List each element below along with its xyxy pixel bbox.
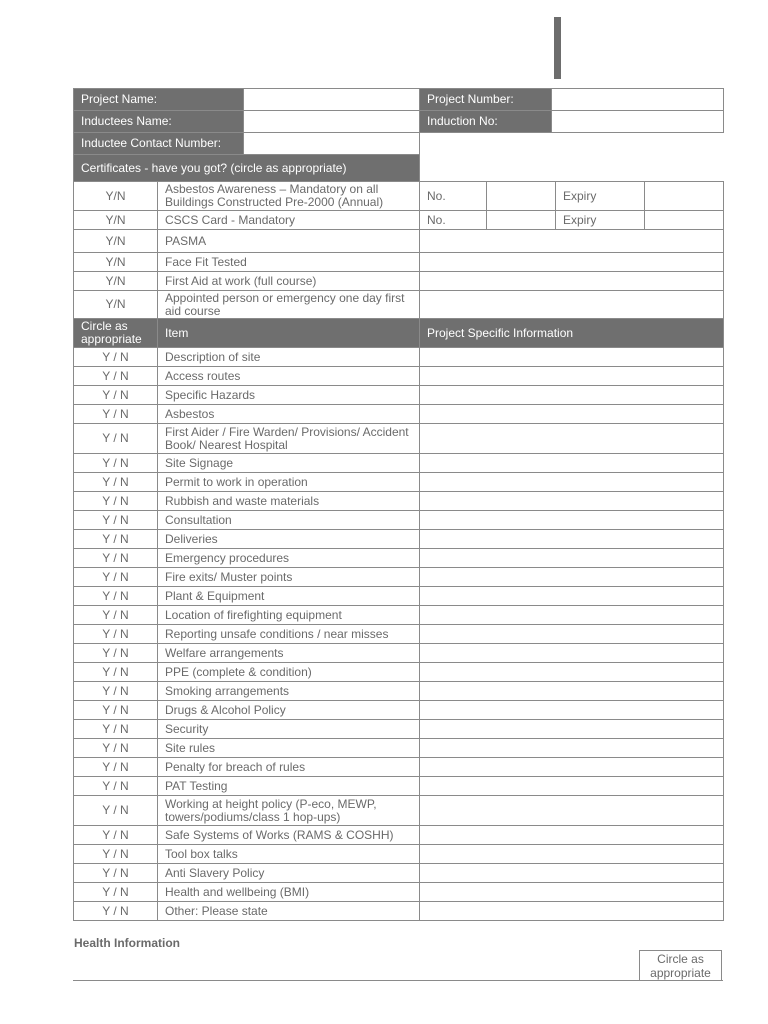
certificate-info-field[interactable] — [420, 253, 724, 272]
table-row — [74, 348, 724, 367]
item-info-field[interactable] — [420, 701, 724, 720]
circle-header: Circle as appropriate — [74, 319, 158, 348]
table-row — [74, 230, 724, 253]
item-yn[interactable]: Y / N — [74, 864, 158, 883]
item-yn[interactable]: Y / N — [74, 682, 158, 701]
item-yn[interactable]: Y / N — [74, 826, 158, 845]
table-row — [74, 739, 724, 758]
item-info-field[interactable] — [420, 549, 724, 568]
certificate-name: Face Fit Tested — [158, 253, 420, 272]
project-name-label: Project Name: — [74, 89, 244, 111]
table-row — [74, 405, 724, 424]
item-name: Description of site — [158, 348, 420, 367]
inductees-name-field[interactable] — [244, 111, 420, 133]
logo-bar — [554, 17, 561, 79]
item-name: Fire exits/ Muster points — [158, 568, 420, 587]
table-row — [74, 883, 724, 902]
item-yn[interactable]: Y / N — [74, 644, 158, 663]
item-yn[interactable]: Y / N — [74, 530, 158, 549]
item-yn[interactable]: Y / N — [74, 473, 158, 492]
certificate-no-label: No. — [420, 182, 487, 211]
item-yn[interactable]: Y / N — [74, 739, 158, 758]
table-row — [74, 272, 724, 291]
item-name: Health and wellbeing (BMI) — [158, 883, 420, 902]
item-yn[interactable]: Y / N — [74, 367, 158, 386]
certificate-no-field[interactable] — [487, 182, 556, 211]
item-info-field[interactable] — [420, 530, 724, 549]
item-name: Location of firefighting equipment — [158, 606, 420, 625]
item-yn[interactable]: Y / N — [74, 663, 158, 682]
item-header: Item — [158, 319, 420, 348]
item-name: Rubbish and waste materials — [158, 492, 420, 511]
table-row — [74, 473, 724, 492]
item-yn[interactable]: Y / N — [74, 568, 158, 587]
item-name: Security — [158, 720, 420, 739]
table-row — [74, 367, 724, 386]
item-yn[interactable]: Y / N — [74, 386, 158, 405]
item-name: Smoking arrangements — [158, 682, 420, 701]
item-name: PPE (complete & condition) — [158, 663, 420, 682]
item-info-field[interactable] — [420, 845, 724, 864]
table-row — [74, 133, 724, 155]
inductees-name-label: Inductees Name: — [74, 111, 244, 133]
item-yn[interactable]: Y / N — [74, 454, 158, 473]
certificate-yn[interactable]: Y/N — [74, 211, 158, 230]
item-name: Specific Hazards — [158, 386, 420, 405]
certificate-name: Asbestos Awareness – Mandatory on all Buildings Constructed Pre-2000 (Annual) — [158, 182, 420, 211]
item-info-field[interactable] — [420, 511, 724, 530]
item-yn[interactable]: Y / N — [74, 701, 158, 720]
circle-as-appropriate-box: Circle as appropriate — [639, 950, 722, 981]
table-row — [74, 253, 724, 272]
table-row — [74, 902, 724, 921]
table-row — [74, 211, 724, 230]
certificate-name: CSCS Card - Mandatory — [158, 211, 420, 230]
certificate-info-field[interactable] — [420, 291, 724, 319]
table-row — [74, 511, 724, 530]
table-row — [74, 454, 724, 473]
project-details-table — [73, 88, 724, 182]
item-yn[interactable]: Y / N — [74, 902, 158, 921]
health-information-title: Health Information — [74, 936, 181, 950]
table-row — [74, 777, 724, 796]
certificate-yn[interactable]: Y/N — [74, 253, 158, 272]
item-name: Drugs & Alcohol Policy — [158, 701, 420, 720]
item-info-field[interactable] — [420, 663, 724, 682]
item-info-field[interactable] — [420, 492, 724, 511]
item-info-field[interactable] — [420, 902, 724, 921]
item-info-field[interactable] — [420, 348, 724, 367]
certificates-table — [73, 181, 724, 319]
certificate-info-field[interactable] — [420, 272, 724, 291]
item-name: Emergency procedures — [158, 549, 420, 568]
contact-number-label: Inductee Contact Number: — [74, 133, 244, 155]
item-yn[interactable]: Y / N — [74, 587, 158, 606]
item-info-field[interactable] — [420, 473, 724, 492]
item-name: Asbestos — [158, 405, 420, 424]
table-row — [74, 663, 724, 682]
item-info-field[interactable] — [420, 720, 724, 739]
table-row — [74, 758, 724, 777]
certificate-expiry-field[interactable] — [645, 211, 724, 230]
item-name: Other: Please state — [158, 902, 420, 921]
item-name: Anti Slavery Policy — [158, 864, 420, 883]
certificate-name: PASMA — [158, 230, 420, 253]
certificate-yn[interactable]: Y/N — [74, 272, 158, 291]
item-info-field[interactable] — [420, 587, 724, 606]
item-info-field[interactable] — [420, 864, 724, 883]
certificate-yn[interactable]: Y/N — [74, 182, 158, 211]
item-yn[interactable]: Y / N — [74, 777, 158, 796]
table-row — [74, 606, 724, 625]
item-yn[interactable]: Y / N — [74, 549, 158, 568]
item-info-field[interactable] — [420, 367, 724, 386]
table-row — [74, 701, 724, 720]
item-yn[interactable]: Y / N — [74, 606, 158, 625]
table-row — [74, 424, 724, 454]
project-number-field[interactable] — [552, 89, 724, 111]
certificates-label: Certificates - have you got? (circle as appropriate) — [74, 155, 420, 182]
item-yn[interactable]: Y / N — [74, 845, 158, 864]
certificate-expiry-label: Expiry — [556, 211, 645, 230]
table-row — [74, 864, 724, 883]
item-name: Deliveries — [158, 530, 420, 549]
table-row — [74, 492, 724, 511]
contact-number-field[interactable] — [244, 133, 420, 155]
certificate-name: Appointed person or emergency one day first aid course — [158, 291, 420, 319]
table-row — [74, 625, 724, 644]
table-row — [74, 386, 724, 405]
item-info-field[interactable] — [420, 758, 724, 777]
item-name: PAT Testing — [158, 777, 420, 796]
table-row — [74, 845, 724, 864]
item-info-field[interactable] — [420, 682, 724, 701]
item-yn[interactable]: Y / N — [74, 758, 158, 777]
induction-no-label: Induction No: — [420, 111, 552, 133]
item-yn[interactable]: Y / N — [74, 796, 158, 826]
item-info-field[interactable] — [420, 796, 724, 826]
item-info-field[interactable] — [420, 883, 724, 902]
table-row — [74, 89, 724, 111]
project-number-label: Project Number: — [420, 89, 552, 111]
item-name: Reporting unsafe conditions / near misses — [158, 625, 420, 644]
item-name: Permit to work in operation — [158, 473, 420, 492]
table-row — [74, 549, 724, 568]
item-name: Penalty for breach of rules — [158, 758, 420, 777]
items-header-row — [74, 319, 724, 348]
item-info-field[interactable] — [420, 568, 724, 587]
item-name: Tool box talks — [158, 845, 420, 864]
item-yn[interactable]: Y / N — [74, 720, 158, 739]
certificate-info-field[interactable] — [420, 230, 724, 253]
item-yn[interactable]: Y / N — [74, 511, 158, 530]
item-name: Consultation — [158, 511, 420, 530]
item-yn[interactable]: Y / N — [74, 348, 158, 367]
item-name: Working at height policy (P-eco, MEWP, towers/podiums/class 1 hop-ups) — [158, 796, 420, 826]
certificate-name: First Aid at work (full course) — [158, 272, 420, 291]
induction-items-table — [73, 318, 724, 921]
divider — [73, 980, 723, 981]
item-yn[interactable]: Y / N — [74, 883, 158, 902]
item-info-field[interactable] — [420, 777, 724, 796]
items-body — [74, 348, 724, 921]
item-name: Safe Systems of Works (RAMS & COSHH) — [158, 826, 420, 845]
table-row — [74, 155, 724, 182]
table-row — [74, 182, 724, 211]
table-row — [74, 291, 724, 319]
table-row — [74, 682, 724, 701]
item-info-field[interactable] — [420, 606, 724, 625]
item-info-field[interactable] — [420, 405, 724, 424]
item-info-field[interactable] — [420, 454, 724, 473]
certificate-no-field[interactable] — [487, 211, 556, 230]
item-yn[interactable]: Y / N — [74, 492, 158, 511]
item-info-field[interactable] — [420, 739, 724, 758]
table-row — [74, 587, 724, 606]
item-info-field[interactable] — [420, 424, 724, 454]
item-name: Site rules — [158, 739, 420, 758]
certificate-expiry-field[interactable] — [645, 182, 724, 211]
item-info-field[interactable] — [420, 625, 724, 644]
item-name: Access routes — [158, 367, 420, 386]
certificate-expiry-label: Expiry — [556, 182, 645, 211]
table-row — [74, 568, 724, 587]
item-name: Site Signage — [158, 454, 420, 473]
item-name: Plant & Equipment — [158, 587, 420, 606]
project-name-field[interactable] — [244, 89, 420, 111]
info-header: Project Specific Information — [420, 319, 724, 348]
table-row — [74, 111, 724, 133]
certificate-yn[interactable]: Y/N — [74, 230, 158, 253]
item-info-field[interactable] — [420, 386, 724, 405]
table-row — [74, 826, 724, 845]
item-yn[interactable]: Y / N — [74, 424, 158, 454]
certificate-no-label: No. — [420, 211, 487, 230]
item-name: First Aider / Fire Warden/ Provisions/ Accident Book/ Nearest Hospital — [158, 424, 420, 454]
table-row — [74, 796, 724, 826]
table-row — [74, 530, 724, 549]
item-yn[interactable]: Y / N — [74, 625, 158, 644]
item-name: Welfare arrangements — [158, 644, 420, 663]
induction-no-field[interactable] — [552, 111, 724, 133]
item-yn[interactable]: Y / N — [74, 405, 158, 424]
table-row — [74, 720, 724, 739]
certificate-yn[interactable]: Y/N — [74, 291, 158, 319]
item-info-field[interactable] — [420, 644, 724, 663]
item-info-field[interactable] — [420, 826, 724, 845]
table-row — [74, 644, 724, 663]
